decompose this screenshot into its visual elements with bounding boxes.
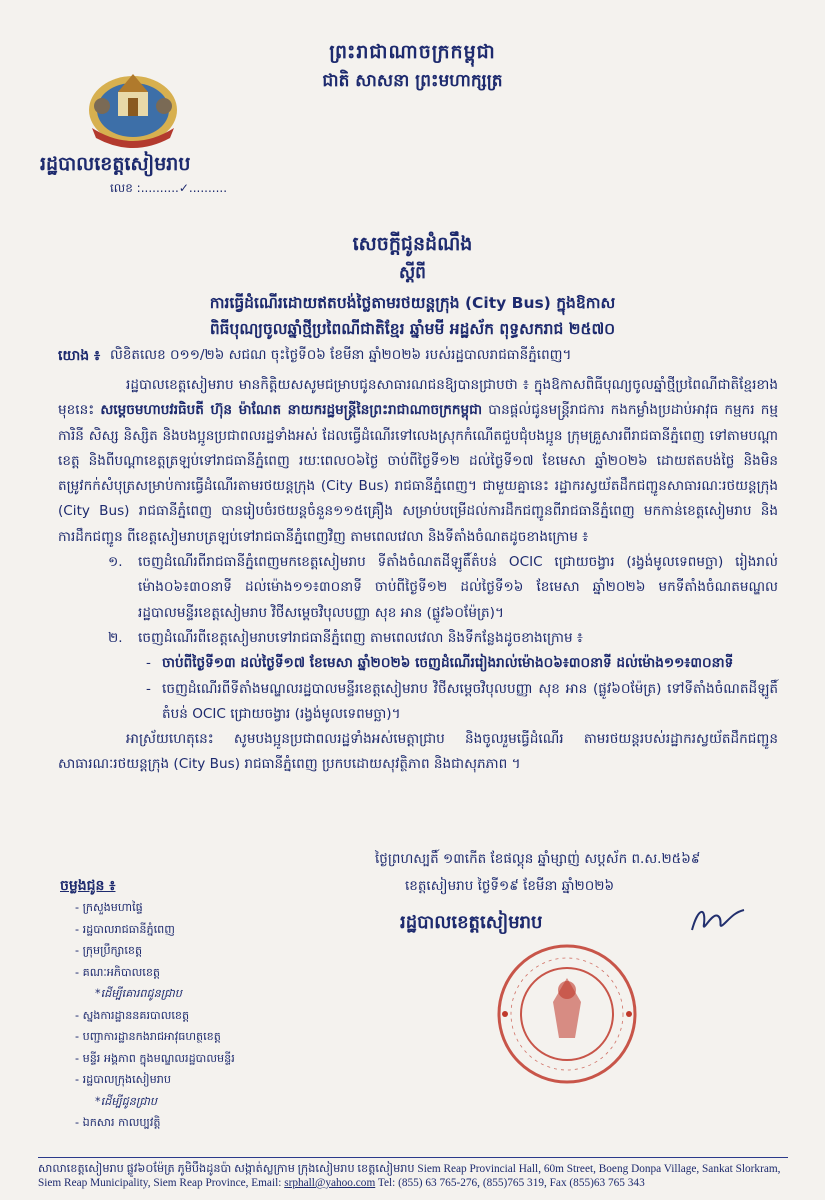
item-number: ២. <box>108 629 123 646</box>
item-text: ចេញដំណើរពីរាជធានីភ្នំពេញមកខេត្តសៀមរាប ទីតាំងចំណតដីឡូតិ៍តំបន់ OCIC ជ្រោយចង្វារ (រង្វង់មូលទេពមច្ឆា) រៀងរាល់ម៉ោង០៦៖៣០នាទី ដល់ម៉ោង១១៖៣០នាទី ចាប់ពីថ្ងៃទី១២ ដល់ថ្ងៃទី១៦ ខែមេសា ឆ្នាំ២០២៦ មកទីតាំងចំណតមណ្ឌលរដ្ឋបាលមន្ទីរខេត្តសៀមរាប វិថីសម្តេចវិបុលបញ្ញា សុខ អាន (ផ្លូវ៦០ម៉ែត្រ)។ <box>138 554 778 621</box>
cc-item: - គណៈអភិបាលខេត្ត <box>75 965 161 979</box>
kingdom-title: ព្រះរាជាណាចក្រកម្ពុជា <box>329 41 496 63</box>
para1-details: បានផ្តល់ជូនមន្ត្រីរាជការ កងកម្លាំងប្រដាប់អាវុធ កម្មករ កម្មការិនី សិស្ស និស្សិត និងបងប្អូនប្រជាពលរដ្ឋទាំងអស់ ដែលធ្វើដំណើរទៅលេងស្រុកកំណើតជួបជុំបងប្អូន ក្រុមគ្រួសារពីរាជធានីភ្នំពេញ ទៅតាមបណ្តាខេត្ត និងពីបណ្តាខេត្តត្រឡប់ទៅរាជធានីភ្នំពេញ រយៈពេល០៦ថ្ងៃ ចាប់ពីថ្ងៃទី១២ ដល់ថ្ងៃទី១៧ ខែមេសា ឆ្នាំ២០២៦ ដោយឥតបង់ថ្លៃ និងមិនតម្រូវកក់សំបុត្រសម្រាប់ការធ្វើដំណើរតាមរថយន្តក្រុង (City Bus) រាជធានីភ្នំពេញ។ ជាមួយគ្នានេះ រដ្ឋាករស្វយ័តដឹកជញ្ជូនសាធារណៈរថយន្តក្រុង (City Bus) រាជធានីភ្នំពេញ បានរៀបចំរថយន្តចំនួន១១៥គ្រឿង សម្រាប់បម្រើដល់ការដឹកជញ្ជូនពីរាជធានីភ្នំពេញ មកកាន់ខេត្តសៀមរាប និងការដឹកជញ្ជូន ពីខេត្តសៀមរាបត្រឡប់ទៅរាជធានីភ្នំពេញវិញ តាមពេលវេលា និងទីតាំងចំណតដូចខាងក្រោម ៖ <box>58 402 778 545</box>
document-subtitle: ស្តីពី <box>399 263 426 283</box>
footer-address: សាលាខេត្តសៀមរាប ផ្លូវ៦០ម៉ែត្រ ភូមិបឹងដូនប៉ា សង្កាត់ស្លក្រាម ក្រុងសៀមរាប ខេត្តសៀមរាប Siem Reap Provincial Hall, 60m Street, Boeng Donpa Village, Sankat Slorkram, Siem Reap Municipality, Siem Reap Province, Email: <box>38 1163 781 1189</box>
cc-item: - ឯកសារ កាលប្បវត្តិ <box>75 1116 161 1129</box>
list-item <box>58 626 778 651</box>
cc-note: *ដើម្បីគោរពជូនជ្រាប <box>95 987 182 1000</box>
sub-item-text: ចេញដំណើរពីទីតាំងមណ្ឌលរដ្ឋបាលមន្ទីរខេត្តសៀមរាប វិថីសម្តេចវិបុលបញ្ញា សុខ អាន (ផ្លូវ៦០ម៉ែត្រ) ទៅទីតាំងចំណតដីឡូតិ៍តំបន់ OCIC ជ្រោយចង្វារ (រង្វង់មូលទេពមច្ឆា)។ <box>162 680 778 722</box>
footer-email-link[interactable]: srphall@yahoo.com <box>284 1177 376 1189</box>
reference-text: លិខិតលេខ ០១១/២៦ សជណ ចុះថ្ងៃទី០៦ ខែមីនា ឆ្នាំ២០២៦ របស់រដ្ឋបាលរាជធានីភ្នំពេញ។ <box>110 347 572 363</box>
list-item <box>58 550 778 626</box>
reference-label: យោង ៖ <box>58 348 101 364</box>
solar-date: ខេត្តសៀមរាប ថ្ងៃទី១៩ ខែមីនា ឆ្នាំ២០២៦ <box>405 878 615 894</box>
footer-divider <box>38 1157 788 1158</box>
official-seal-icon <box>495 942 640 1087</box>
sub-item: - ចាប់ពីថ្ងៃទី១៣ ដល់ថ្ងៃទី១៧ ខែមេសា ឆ្នាំ២០២៦ ចេញដំណើររៀងរាល់ម៉ោង០៦៖៣០នាទី ដល់ម៉ោង១១៖៣០នាទី <box>58 651 778 676</box>
item-number: ១. <box>108 554 123 571</box>
sub-item-text: ចាប់ពីថ្ងៃទី១៣ ដល់ថ្ងៃទី១៧ ខែមេសា ឆ្នាំ២០២៦ ចេញដំណើររៀងរាល់ម៉ោង០៦៖៣០នាទី ដល់ម៉ោង១១៖៣០នាទី <box>162 655 734 672</box>
cc-item: - ស្នងការដ្ឋាននគរបាលខេត្ត <box>75 1008 190 1022</box>
prime-minister-name: សម្តេចមហាបវរធិបតី ហ៊ុន ម៉ាណែត នាយករដ្ឋមន្ត្រីនៃព្រះរាជាណាចក្រកម្ពុជា <box>100 402 483 419</box>
document-body <box>58 373 778 778</box>
cc-item: - រដ្ឋបាលក្រុងសៀមរាប <box>75 1073 171 1086</box>
document-title: សេចក្តីជូនដំណឹង <box>352 233 473 255</box>
issuing-authority: រដ្ឋបាលខេត្តសៀមរាប <box>40 153 191 175</box>
cc-list <box>75 897 235 1134</box>
cc-note: *ដើម្បីជូនជ្រាប <box>95 1094 157 1108</box>
cc-item: - បញ្ជាការដ្ឋានកងរាជអាវុធហត្ថខេត្ត <box>75 1030 221 1043</box>
cc-item: - ក្រសួងមហាផ្ទៃ <box>75 901 143 914</box>
closing-paragraph: អាស្រ័យហេតុនេះ សូមបងប្អូនប្រជាពលរដ្ឋទាំងអស់មេត្តាជ្រាប និងចូលរួមធ្វើដំណើរ តាមរថយន្តរបស់រដ្ឋាករស្វយ័តដឹកជញ្ជូនសាធារណៈរថយន្តក្រុង (City Bus) រាជធានីភ្នំពេញ ប្រកបដោយសុវត្ថិភាព និងជាសុភភាព ។ <box>58 731 778 773</box>
cc-item: - រដ្ឋបាលរាជធានីភ្នំពេញ <box>75 922 175 936</box>
item-text: ចេញដំណើរពីខេត្តសៀមរាបទៅរាជធានីភ្នំពេញ តាមពេលវេលា និងទីកន្លែងដូចខាងក្រោម ៖ <box>138 629 583 646</box>
lunar-date: ថ្ងៃព្រហស្បតិ៍ ១៣កើត ខែផល្គុន ឆ្នាំម្សាញ់ សប្តស័ក ព.ស.២៥៦៩ <box>375 851 701 867</box>
headline-line-1: ការធ្វើដំណើរដោយឥតបង់ថ្លៃតាមរថយន្តក្រុង (City Bus) ក្នុងឱកាស <box>209 294 616 312</box>
footer-contact: Tel: (855) 63 765-276, (855)765 319, Fax (855)63 765 343 <box>377 1177 645 1189</box>
headline-line-2: ពិធីបុណ្យចូលឆ្នាំថ្មីប្រពៃណីជាតិខ្មែរ ឆ្នាំមមី អដ្ឋស័ក ពុទ្ធសករាជ ២៥៧០ <box>209 320 616 338</box>
cc-title: ចម្លងជូន ៖ <box>60 878 116 894</box>
cc-item: - ក្រុមប្រឹក្សាខេត្ត <box>75 944 143 957</box>
signatory: រដ្ឋបាលខេត្តសៀមរាប <box>400 912 543 933</box>
cc-item: - មន្ទីរ អង្គភាព ក្នុងមណ្ឌលរដ្ឋបាលមន្ទីរ <box>75 1051 235 1065</box>
national-motto: ជាតិ សាសនា ព្រះមហាក្សត្រ <box>322 71 503 91</box>
signature-icon <box>688 902 748 938</box>
para1-intro: រដ្ឋបាលខេត្តសៀមរាប មានកិត្តិយសសូមជម្រាបជូនសាធារណជនឱ្យបានជ្រាបថា ៖ ក្នុងឱកាសពិធីបុណ្យចូលឆ្នាំថ្មីប្រពៃណីជាតិខ្មែរខាងមុខនេះ <box>58 377 778 419</box>
body-paragraph <box>58 373 778 550</box>
footer <box>38 1162 788 1190</box>
provincial-emblem-icon <box>78 62 188 150</box>
reference-number: លេខ :..........✓.......... <box>110 181 228 195</box>
sub-item: - ចេញដំណើរពីទីតាំងមណ្ឌលរដ្ឋបាលមន្ទីរខេត្តសៀមរាប វិថីសម្តេចវិបុលបញ្ញា សុខ អាន (ផ្លូវ៦០ម៉ែត្រ) ទៅទីតាំងចំណតដីឡូតិ៍តំបន់ OCIC ជ្រោយចង្វារ (រង្វង់មូលទេពមច្ឆា)។ <box>58 677 778 728</box>
document-headline <box>60 290 765 342</box>
